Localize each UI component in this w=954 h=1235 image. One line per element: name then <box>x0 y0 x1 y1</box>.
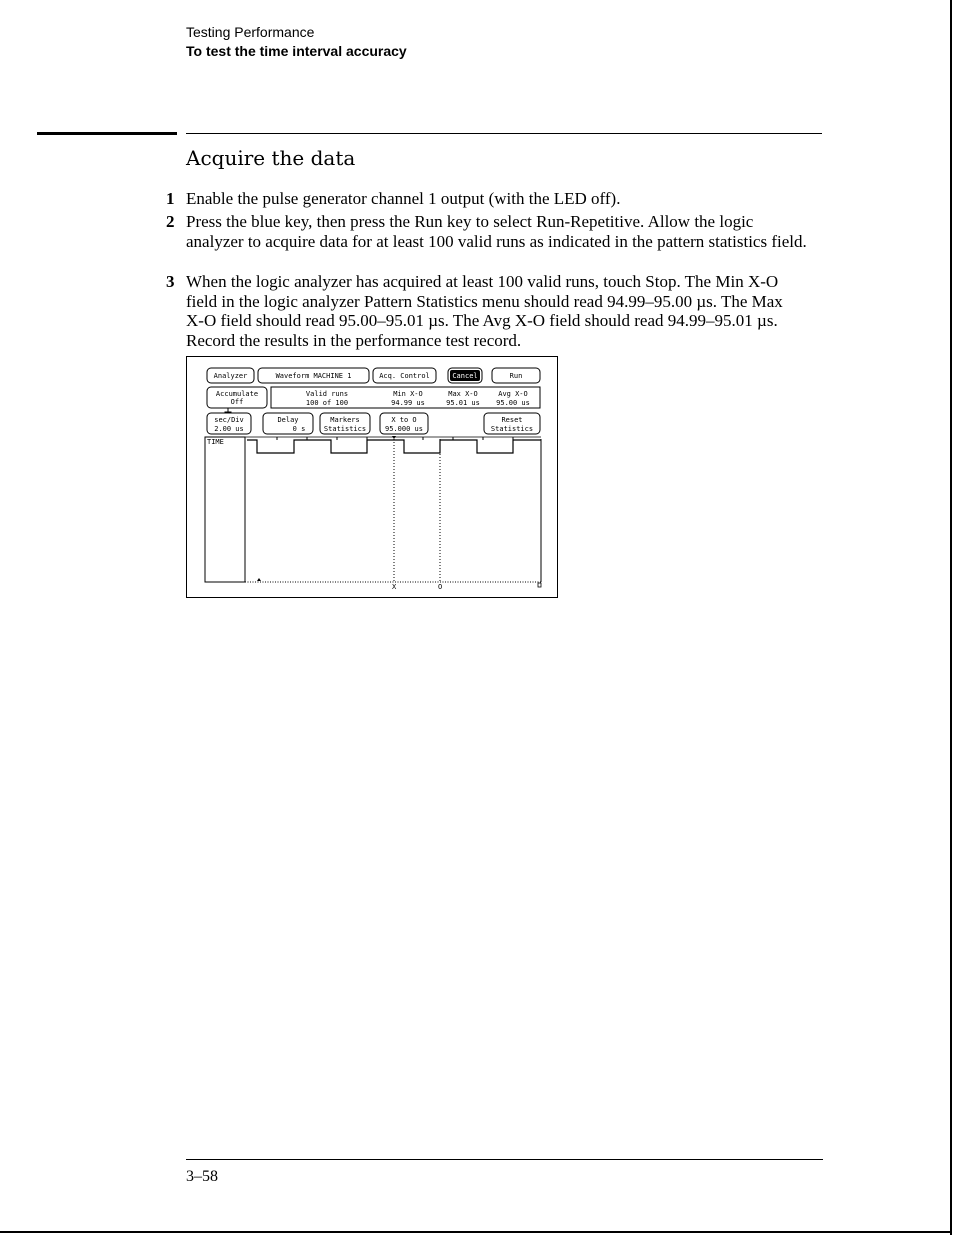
section-heading: Acquire the data <box>186 146 356 170</box>
cancel-button-label: Cancel <box>452 372 478 380</box>
stats-header-avg: Avg X-O <box>498 390 528 398</box>
page-number: 3–58 <box>186 1168 218 1185</box>
pattern-statistics-field <box>271 387 540 408</box>
o-marker-label: O <box>438 583 443 591</box>
sec-div-field[interactable] <box>207 413 251 434</box>
stats-header-valid-runs: Valid runs <box>305 390 349 398</box>
stats-value-max: 95.01 us <box>446 399 480 407</box>
step-text: When the logic analyzer has acquired at least 100 valid runs, touch Stop. The Min X-O field in the logic analyzer Pattern Statistics menu should read 94.99–95.00 µs. The Max X-O field should read 95.00–95.01 µs. The Avg X-O field should read 94.99–95.01 µs. Record the results in the performance test record. <box>186 272 783 350</box>
stats-header-min: Min X-O <box>393 390 423 398</box>
sec-div-value: 2.00 us <box>214 425 244 433</box>
run-button[interactable] <box>492 368 540 383</box>
trigger-indicator <box>257 578 261 581</box>
accumulate-button[interactable] <box>207 387 267 408</box>
footer-rule <box>186 1159 823 1160</box>
logic-analyzer-screenshot <box>186 356 558 598</box>
page-frame-right <box>950 0 952 1235</box>
section-rule-thick <box>37 132 177 135</box>
running-header-section: Testing Performance <box>186 24 315 40</box>
page-frame-bottom <box>0 1231 952 1233</box>
markers-field[interactable] <box>320 413 370 434</box>
accumulate-value: Off <box>230 398 244 406</box>
end-marker <box>538 583 541 587</box>
run-button-label: Run <box>509 372 523 380</box>
step-text: Press the blue key, then press the Run key to select Run-Repetitive. Allow the logic analyzer to acquire data for at least 100 valid runs as indicated in the pattern statistics field. <box>186 212 807 251</box>
cancel-button[interactable] <box>448 368 482 383</box>
step-number: 2 <box>166 212 175 231</box>
delay-value: 0 s <box>292 425 306 433</box>
reset-value: Statistics <box>490 425 534 433</box>
acq-control-button[interactable] <box>373 368 436 383</box>
analyzer-button-label: Analyzer <box>213 372 248 380</box>
stats-header-max: Max X-O <box>448 390 478 398</box>
step-number: 1 <box>166 189 175 208</box>
step-2 <box>166 212 814 251</box>
x-marker-label: X <box>392 583 397 591</box>
stats-value-valid-runs: 100 of 100 <box>305 399 349 407</box>
analyzer-display <box>187 357 559 599</box>
accumulate-label: Accumulate <box>215 390 259 398</box>
markers-value: Statistics <box>323 425 367 433</box>
x-to-o-value: 95.000 us <box>385 425 423 433</box>
section-rule-thin <box>186 133 822 134</box>
stats-value-min: 94.99 us <box>391 399 425 407</box>
analyzer-button[interactable] <box>207 368 254 383</box>
time-label: TIME <box>207 438 224 446</box>
x-to-o-field[interactable] <box>380 413 428 434</box>
delay-label: Delay <box>277 416 299 424</box>
sec-div-label: sec/Div <box>214 416 244 424</box>
x-marker-indicator <box>392 436 396 439</box>
waveform-button-label: Waveform MACHINE 1 <box>275 372 352 380</box>
acq-control-button-label: Acq. Control <box>379 372 430 380</box>
label-column <box>205 437 245 582</box>
reset-statistics-button[interactable] <box>484 413 540 434</box>
step-3 <box>166 272 796 350</box>
waveform-area <box>245 436 541 591</box>
stats-value-avg: 95.00 us <box>496 399 530 407</box>
markers-label: Markers <box>330 416 360 424</box>
step-number: 3 <box>166 272 175 291</box>
waveform-button[interactable] <box>258 368 369 383</box>
delay-field[interactable] <box>263 413 313 434</box>
step-1 <box>166 189 816 209</box>
step-text: Enable the pulse generator channel 1 output (with the LED off). <box>186 189 621 208</box>
x-to-o-label: X to O <box>391 416 417 424</box>
reset-label: Reset <box>501 416 523 424</box>
running-header-topic: To test the time interval accuracy <box>186 43 407 59</box>
